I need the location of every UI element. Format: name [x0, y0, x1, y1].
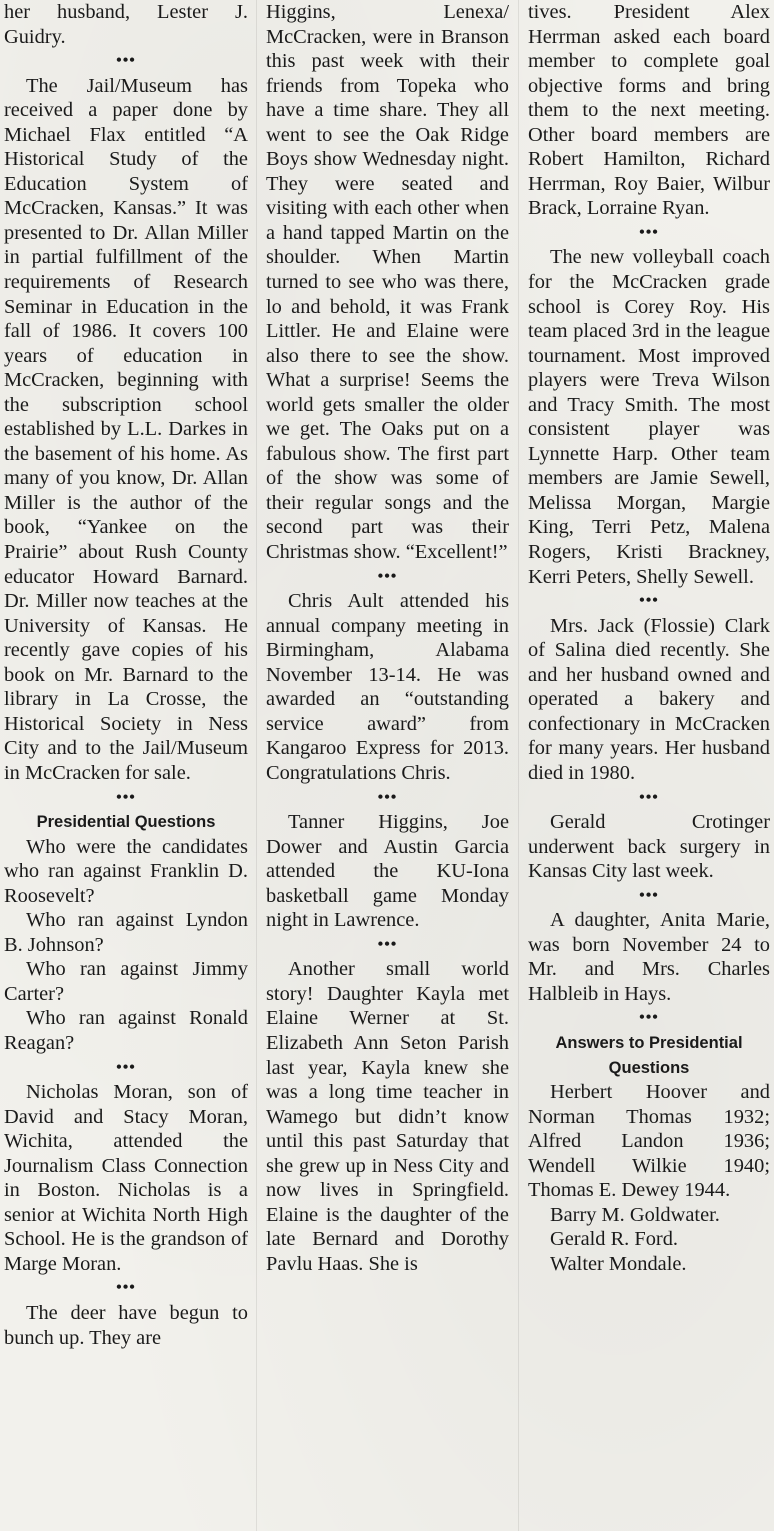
separator: ••• [116, 52, 136, 70]
answer-1: Herbert Hoover and Norman Thomas 1932; Alfred Landon 1936; Wendell Wilkie 1940; Thomas E. Dewey 1944. [528, 1081, 770, 1202]
article-crotinger: Gerald Crotinger underwent back surgery in Kansas City last week. [528, 811, 770, 883]
column-3 [528, 0, 770, 1531]
separator: ••• [377, 788, 398, 806]
question-1: Who were the candidates who ran against Franklin D. Roosevelt? [4, 835, 248, 907]
article-clark: Mrs. Jack (Flossie) Clark of Salina died recently. She and her husband owned and operated a bakery and confectionary in McCracken for many years. Her husband died in 1980. [528, 614, 770, 784]
separator: ••• [116, 1058, 136, 1076]
column-rule [518, 0, 519, 1531]
answer-4: Walter Mondale. [550, 1252, 687, 1275]
column-2 [266, 0, 509, 1531]
question-4: Who ran against Ronald Reagan? [4, 1007, 248, 1054]
article-ault: Chris Ault attended his annual company meeting in Birmingham, Alabama November 13-14. He was awarded an “outstanding service award” from Kangaroo Express for 2013. Congratulations Chris. [266, 590, 509, 784]
separator: ••• [639, 592, 659, 610]
separator: ••• [116, 1279, 136, 1297]
article-small-world: Another small world story! Daughter Kayla met Elaine Werner at St. Elizabeth Ann Seton Parish last year, Kayla knew she was a long time teacher in Wamego but didn’t know until this past Saturday that she grew up in Ness City and now lives in Springfield. Elaine is the daughter of the late Bernard and Dorothy Pavlu Haas. She is [266, 958, 509, 1275]
article-jail-museum: The Jail/Museum has received a paper done by Michael Flax entitled “A Historical Study of the Education System of McCracken, Kansas.” It was presented to Dr. Allan Miller in partial fulfillment of the requirements of Research Seminar in Education in the fall of 1986. It covers 100 years of education in McCracken, beginning with the subscription school established by L.L. Darkes in the basement of his home. As many of you know, Dr. Allan Miller is the author of the book, “Yankee on the Prairie” about Rush County educator Howard Barnard. Dr. Miller now teaches at the University of Kansas. He recently gave copies of his book on Mr. Barnard to the library in La Crosse, the Historical Society in Ness City and to the Jail/Museum in McCracken for sale. [4, 74, 248, 784]
article-tanner-higgins: Tanner Higgins, Joe Dower and Austin Garcia attended the KU-Iona basketball game Monday night in Lawrence. [266, 811, 509, 932]
article-higgins-branson: Higgins, Lenexa/ McCracken, were in Branson this past week with their friends from Topeka who have a time share. They all went to see the Oak Ridge Boys show Wednesday night. They were seated and visiting with each other when a hand tapped Martin on the shoulder. When Martin turned to see who was there, lo and behold, it was Frank Littler. He and Elaine were also there to see the show. What a surprise! Seems the world gets smaller the older we get. The Oaks put on a fabulous show. The first part of the show was some of their regular songs and the second part was their Christmas show. “Excellent!” [266, 1, 509, 564]
question-3: Who ran against Jimmy Carter? [4, 958, 248, 1005]
column-rule [256, 0, 257, 1531]
separator: ••• [639, 886, 659, 904]
article-guidry-end: her husband, Lester J. Guidry. [4, 1, 248, 48]
column-1 [4, 0, 248, 1531]
separator: ••• [639, 788, 659, 806]
separator: ••• [639, 1009, 659, 1027]
article-board-members: tives. President Alex Herrman asked each board member to complete goal objective forms and bring them to the next meeting. Other board members are Robert Hamilton, Richard Herrman, Roy Baier, Wilbur Brack, Lorraine Ryan. [528, 1, 770, 220]
article-deer: The deer have begun to bunch up. They are [4, 1301, 248, 1349]
answer-2: Barry M. Goldwater. [550, 1203, 720, 1226]
article-moran: Nicholas Moran, son of David and Stacy Moran, Wichita, attended the Journalism Class Connection in Boston. Nicholas is a senior at Wichita North High School. He is the grandson of Marge Moran. [4, 1081, 248, 1275]
separator: ••• [116, 788, 136, 806]
answer-3: Gerald R. Ford. [550, 1228, 678, 1251]
article-volleyball: The new volleyball coach for the McCracken grade school is Corey Roy. His team placed 3rd in the league tournament. Most improved players were Treva Wilson and Tracy Smith. The most consistent player was Lynnette Harp. Other team members are Jamie Sewell, Melissa Morgan, Margie King, Terri Petz, Malena Rogers, Kristi Brackney, Kerri Peters, Shelly Sewell. [528, 246, 770, 588]
separator: ••• [639, 223, 659, 241]
heading-presidential-questions: Presidential Questions [36, 813, 216, 832]
separator: ••• [377, 935, 398, 953]
article-daughter: A daughter, Anita Marie, was born November 24 to Mr. and Mrs. Charles Halbleib in Hays. [528, 909, 770, 1005]
question-2: Who ran against Lyndon B. Johnson? [4, 909, 248, 956]
heading-answers: Answers to Presidential Questions [555, 1033, 743, 1077]
separator: ••• [377, 567, 398, 585]
